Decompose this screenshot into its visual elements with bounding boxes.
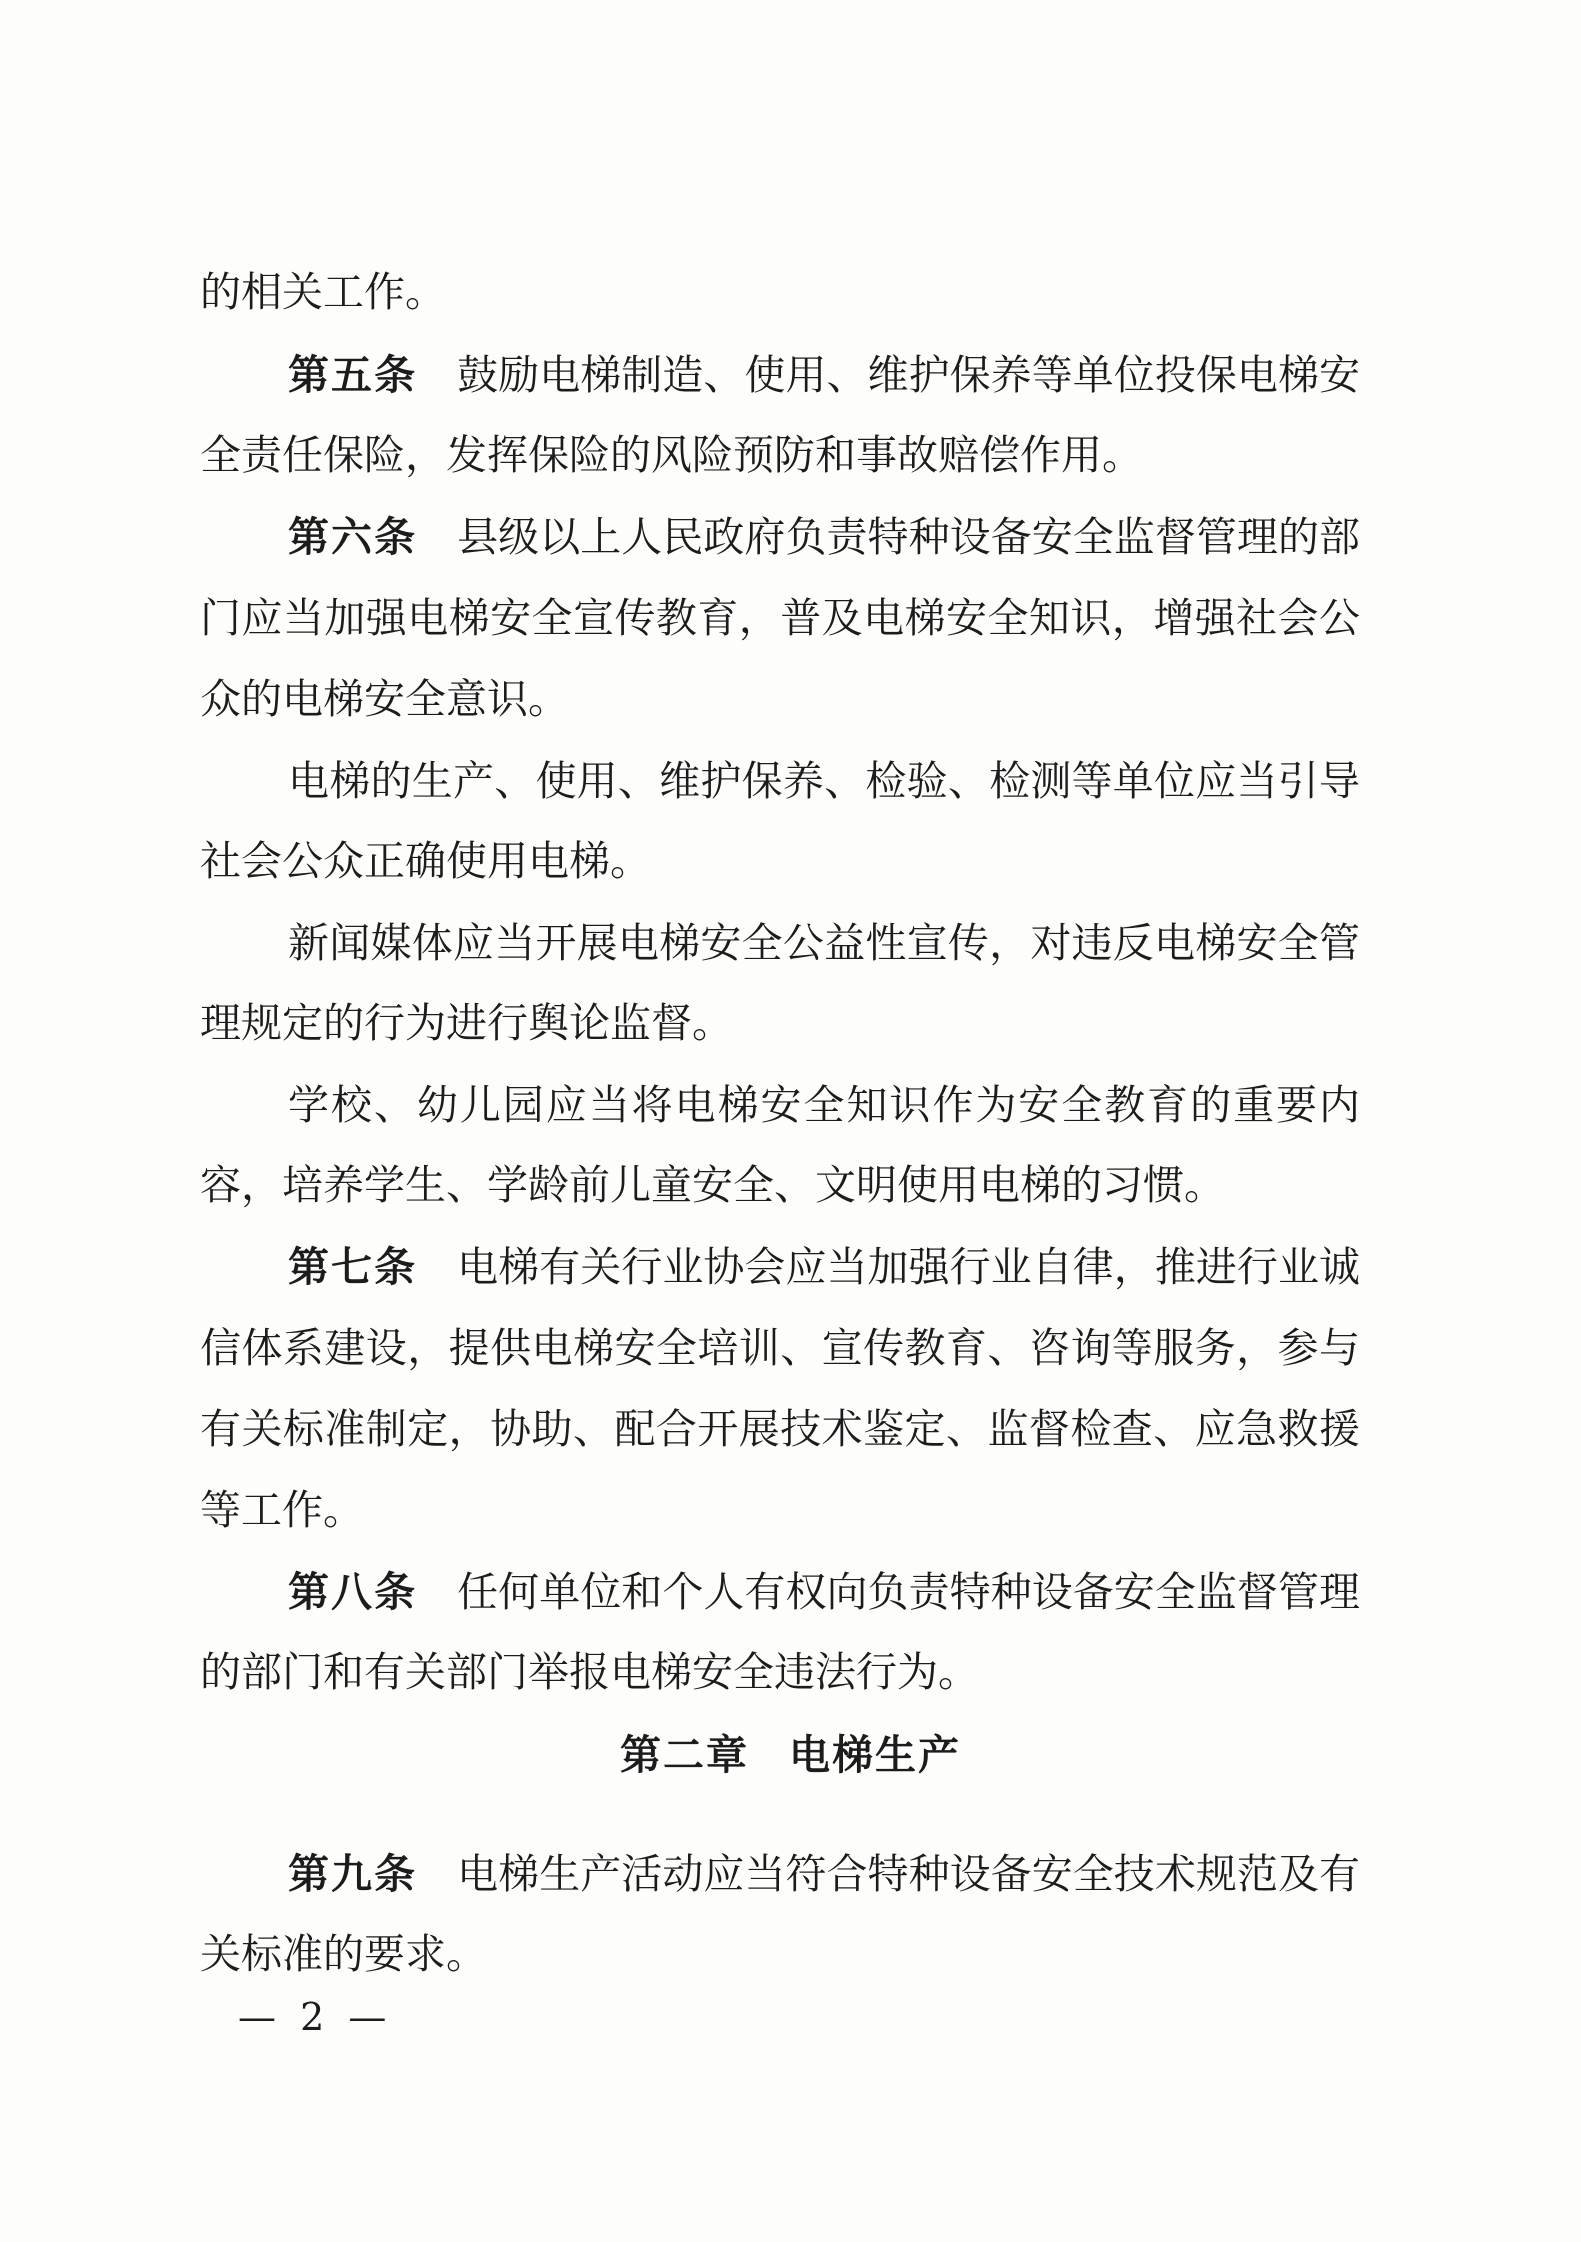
- article-5-line: 第五条 鼓励电梯制造、使用、维护保养等单位投保电梯安: [288, 351, 1360, 399]
- text-line: 关标准的要求。: [200, 1930, 487, 1978]
- text-line: 社会公众正确使用电梯。: [200, 837, 651, 885]
- text-line: 等工作。: [200, 1486, 364, 1534]
- text-line: 理规定的行为进行舆论监督。: [200, 999, 733, 1047]
- text-line: 的部门和有关部门举报电梯安全违法行为。: [200, 1648, 979, 1696]
- paragraph-line: 电梯的生产、使用、维护保养、检验、检测等单位应当引导: [288, 757, 1360, 805]
- chapter-number: 第二章: [620, 1731, 749, 1779]
- text-line: 众的电梯安全意识。: [200, 675, 569, 723]
- paragraph-line: 学校、幼儿园应当将电梯安全知识作为安全教育的重要内: [288, 1081, 1360, 1129]
- page-number: — 2 —: [238, 1995, 393, 2039]
- article-9-line: 第九条 电梯生产活动应当符合特种设备安全技术规范及有: [288, 1850, 1360, 1898]
- article-heading: 第七条: [288, 1243, 418, 1291]
- article-6-line: 第六条 县级以上人民政府负责特种设备安全监督管理的部: [288, 513, 1360, 561]
- article-heading: 第六条: [288, 513, 418, 561]
- chapter-heading: [0, 1725, 1581, 1785]
- text-line: 全责任保险，发挥保险的风险预防和事故赔偿作用。: [200, 431, 1143, 479]
- text-line: 有关标准制定，协助、配合开展技术鉴定、监督检查、应急救援: [200, 1405, 1360, 1453]
- text-line: 门应当加强电梯安全宣传教育，普及电梯安全知识，增强社会公: [200, 594, 1360, 642]
- article-7-line: 第七条 电梯有关行业协会应当加强行业自律，推进行业诚: [288, 1243, 1360, 1291]
- chapter-title: 电梯生产: [789, 1731, 961, 1779]
- article-8-line: 第八条 任何单位和个人有权向负责特种设备安全监督管理: [288, 1568, 1360, 1616]
- article-heading: 第九条: [288, 1850, 418, 1898]
- paragraph-line: 新闻媒体应当开展电梯安全公益性宣传，对违反电梯安全管: [288, 919, 1360, 967]
- article-heading: 第五条: [288, 351, 418, 399]
- article-heading: 第八条: [288, 1568, 418, 1616]
- text-line: 信体系建设，提供电梯安全培训、宣传教育、咨询等服务，参与: [200, 1324, 1360, 1372]
- text-line: 容，培养学生、学龄前儿童安全、文明使用电梯的习惯。: [200, 1161, 1225, 1209]
- text-line: 的相关工作。: [200, 268, 446, 316]
